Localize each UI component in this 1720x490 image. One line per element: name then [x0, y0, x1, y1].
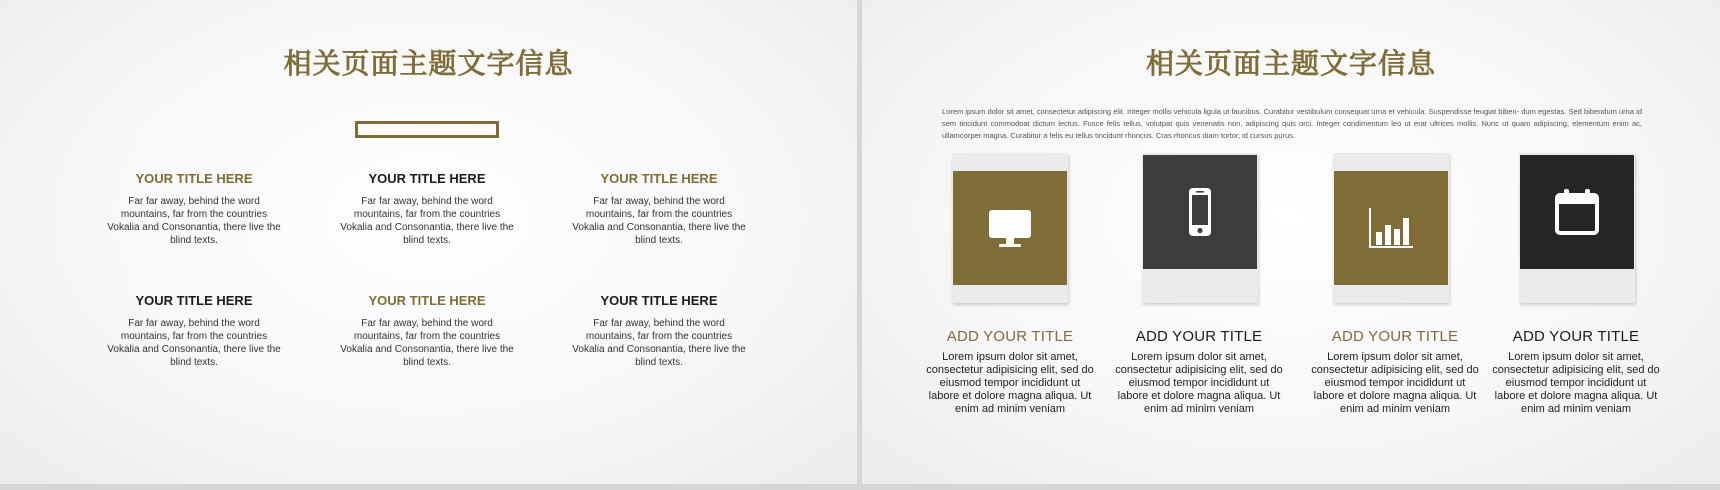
icon-card — [952, 153, 1068, 303]
feature-text: Far far away, behind the word mountains, far from the countries Vokalia and Consonantia, there live the blind texts. — [340, 196, 514, 246]
icon-square — [1334, 171, 1448, 285]
feature-title: YOUR TITLE HERE — [368, 171, 486, 186]
title-underline-frame — [355, 121, 499, 138]
icon-square — [953, 171, 1067, 285]
icon-card — [1142, 153, 1258, 303]
icon-square — [1143, 155, 1257, 269]
icon-card — [1333, 153, 1449, 303]
feature-title: YOUR TITLE HERE — [368, 293, 486, 308]
card-caption — [1311, 328, 1479, 416]
slide-left — [0, 0, 857, 484]
card-text: Lorem ipsum dolor sit amet, consectetur adipisicing elit, sed do eiusmod tempor incididunt ut labore et dolore magna aliqua. Ut enim ad minim veniam — [1492, 351, 1660, 415]
feature-item — [104, 171, 284, 247]
card-caption — [1492, 328, 1660, 416]
icon-square — [1520, 155, 1634, 269]
feature-item — [337, 293, 517, 369]
feature-item — [337, 171, 517, 247]
monitor-icon — [984, 202, 1036, 254]
feature-item — [569, 293, 749, 369]
slide-title: 相关页面主题文字信息 — [1145, 47, 1436, 80]
feature-text: Far far away, behind the word mountains, far from the countries Vokalia and Consonantia, there live the blind texts. — [572, 318, 746, 368]
card-caption — [926, 328, 1094, 416]
feature-title: YOUR TITLE HERE — [135, 171, 253, 186]
feature-title: YOUR TITLE HERE — [600, 171, 718, 186]
card-caption — [1115, 328, 1283, 416]
feature-text: Far far away, behind the word mountains, far from the countries Vokalia and Consonantia, there live the blind texts. — [340, 318, 514, 368]
slide-right — [862, 0, 1720, 484]
feature-text: Far far away, behind the word mountains, far from the countries Vokalia and Consonantia, there live the blind texts. — [572, 196, 746, 246]
smartphone-icon — [1174, 186, 1226, 238]
slide-title: 相关页面主题文字信息 — [283, 47, 574, 80]
feature-title: YOUR TITLE HERE — [135, 293, 253, 308]
feature-item — [569, 171, 749, 247]
card-title: ADD YOUR TITLE — [1331, 328, 1459, 345]
card-title: ADD YOUR TITLE — [1512, 328, 1640, 345]
card-title: ADD YOUR TITLE — [946, 328, 1074, 345]
feature-text: Far far away, behind the word mountains, far from the countries Vokalia and Consonantia, there live the blind texts. — [107, 318, 281, 368]
feature-text: Far far away, behind the word mountains, far from the countries Vokalia and Consonantia, there live the blind texts. — [107, 196, 281, 246]
feature-title: YOUR TITLE HERE — [600, 293, 718, 308]
card-text: Lorem ipsum dolor sit amet, consectetur adipisicing elit, sed do eiusmod tempor incididunt ut labore et dolore magna aliqua. Ut enim ad minim veniam — [1311, 351, 1479, 415]
card-text: Lorem ipsum dolor sit amet, consectetur adipisicing elit, sed do eiusmod tempor incididunt ut labore et dolore magna aliqua. Ut enim ad minim veniam — [1115, 351, 1283, 415]
card-text: Lorem ipsum dolor sit amet, consectetur adipisicing elit, sed do eiusmod tempor incididunt ut labore et dolore magna aliqua. Ut enim ad minim veniam — [926, 351, 1094, 415]
icon-card — [1519, 153, 1635, 303]
card-title: ADD YOUR TITLE — [1135, 328, 1263, 345]
feature-item — [104, 293, 284, 369]
calendar-icon — [1551, 186, 1603, 238]
intro-paragraph: Lorem ipsum dolor sit amet, consectetur adipiscing elit. Integer mollis vehicula ligula ut faucibus. Curabitur vestibulum consequat urna et vehicula. Suspendisse feugiat biben- dum egestas. Sed bibendum urna id sem tincidunt commodoat dictum lectus. Fusce felis tellus, volutpat quis venenatis non, adipiscing quis orci. Integer condimentum leo ut erat ultrices mollis. Nunc ut quam adipiscing, elementum enim ac, ullamcorper magna. Curabitur a felis eu tellus tincidunt rhoncus. Cras rhoncus diam tortor, id cursus purus. — [942, 107, 1642, 140]
bar-chart-icon — [1365, 202, 1417, 254]
